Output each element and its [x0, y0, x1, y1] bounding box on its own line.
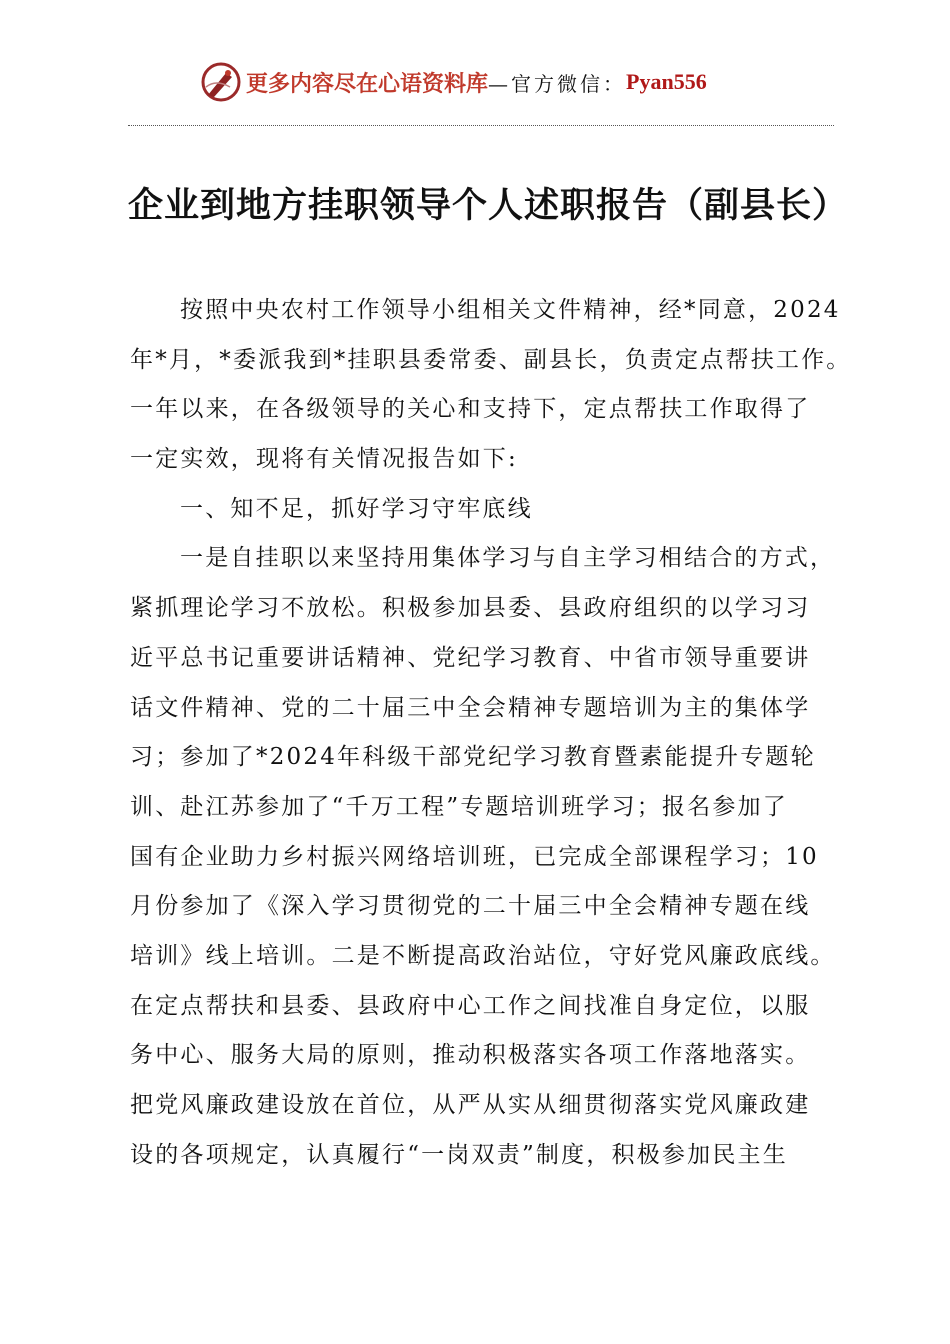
paragraph-line: 国有企业助力乡村振兴网络培训班，已完成全部课程学习；10: [130, 843, 819, 870]
paragraph-line: 在定点帮扶和县委、县政府中心工作之间找准自身定位，以服: [130, 992, 811, 1019]
wechat-id: Pyan556: [626, 69, 707, 94]
paragraph-line: 年*月，*委派我到*挂职县委常委、副县长，负责定点帮扶工作。: [130, 346, 852, 373]
section-heading: 一、知不足，抓好学习守牢底线: [180, 495, 533, 522]
paragraph-line: 务中心、服务大局的原则，推动积极落实各项工作落地落实。: [130, 1042, 811, 1069]
paragraph-line: 月份参加了《深入学习贯彻党的二十届三中全会精神专题在线: [130, 893, 811, 920]
paragraph-line: 培训》线上培训。二是不断提高政治站位，守好党风廉政底线。: [130, 942, 836, 969]
paragraph-line: 一是自挂职以来坚持用集体学习与自主学习相结合的方式，: [180, 545, 836, 572]
paragraph-line: 把党风廉政建设放在首位，从严从实从细贯彻落实党风廉政建: [130, 1092, 811, 1118]
banner-wechat-label: —官方微信：: [488, 71, 627, 96]
document-title: 企业到地方挂职领导个人述职报告（副县长）: [128, 185, 849, 226]
page-header-banner: [200, 60, 760, 104]
paragraph-line: 按照中央农村工作领导小组相关文件精神，经*同意，2024: [180, 297, 841, 323]
paragraph-line: 一年以来，在各级领导的关心和支持下，定点帮扶工作取得了: [130, 396, 811, 423]
paragraph-line: 一定实效，现将有关情况报告如下:: [130, 446, 518, 473]
document-body: [130, 286, 852, 1180]
paragraph-line: 话文件精神、党的二十届三中全会精神专题培训为主的集体学: [130, 694, 811, 721]
paragraph-line: 近平总书记重要讲话精神、党纪学习教育、中省市领导重要讲: [130, 644, 811, 671]
paragraph-line: 设的各项规定，认真履行“一岗双责”制度，积极参加民主生: [130, 1141, 788, 1168]
banner-text: 更多内容尽在心语资料库: [246, 70, 489, 97]
paragraph-line: 习；参加了*2024年科级干部党纪学习教育暨素能提升专题轮: [130, 744, 816, 771]
header-divider: [128, 125, 834, 126]
pen-nib-logo-icon: [200, 61, 242, 103]
paragraph-line: 训、赴江苏参加了“千万工程”专题培训班学习；报名参加了: [130, 793, 788, 820]
paragraph-line: 紧抓理论学习不放松。积极参加县委、县政府组织的以学习习: [130, 595, 811, 622]
